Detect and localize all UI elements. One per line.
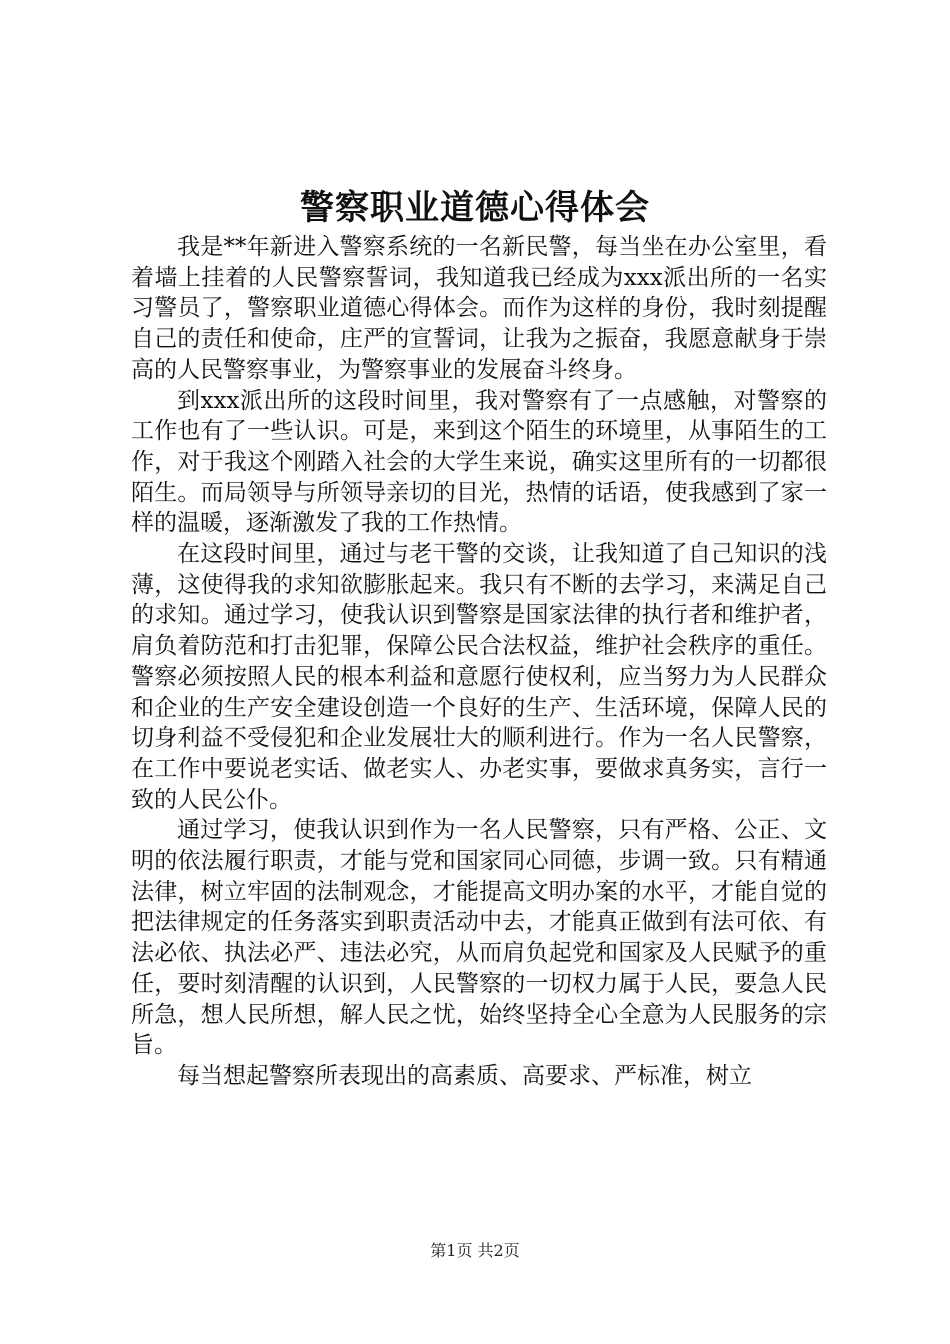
paragraph-3: 在这段时间里，通过与老干警的交谈，让我知道了自己知识的浅薄，这使得我的求知欲膨胀起来。我只有不断的去学习，来满足自己的求知。通过学习，使我认识到警察是国家法律的执行者和维护者，肩负着防范和打击犯罪，保障公民合法权益，维护社会秩序的重任。警察必须按照人民的根本利益和意愿行使权利，应当努力为人民群众和企业的生产安全建设创造一个良好的生产、生活环境，保障人民的切身利益不受侵犯和企业发展壮大的顺利进行。作为一名人民警察，在工作中要说老实话、做老实人、办老实事，要做求真务实，言行一致的人民公仆。: [131, 541, 827, 813]
document-title: 警察职业道德心得体会: [300, 188, 650, 228]
paragraph-1: 我是**年新进入警察系统的一名新民警，每当坐在办公室里，看着墙上挂着的人民警察誓词，我知道我已经成为xxx派出所的一名实习警员了，警察职业道德心得体会。而作为这样的身份，我时刻提醒自己的责任和使命，庄严的宣誓词，让我为之振奋，我愿意献身于崇高的人民警察事业，为警察事业的发展奋斗终身。: [131, 234, 827, 383]
paragraph-4: 通过学习，使我认识到作为一名人民警察，只有严格、公正、文明的依法履行职责，才能与党和国家同心同德，步调一致。只有精通法律，树立牢固的法制观念，才能提高文明办案的水平，才能自觉的把法律规定的任务落实到职责活动中去，才能真正做到有法可依、有法必依、执法必严、违法必究，从而肩负起党和国家及人民赋予的重任，要时刻清醒的认识到，人民警察的一切权力属于人民，要急人民所急，想人民所想，解人民之忧，始终坚持全心全意为人民服务的宗旨。: [131, 817, 827, 1059]
paragraph-5: 每当想起警察所表现出的高素质、高要求、严标准，树立: [177, 1062, 752, 1089]
page-number-footer: 第1页 共2页: [430, 1241, 520, 1260]
paragraph-2: 到xxx派出所的这段时间里，我对警察有了一点感触，对警察的工作也有了一些认识。可是，来到这个陌生的环境里，从事陌生的工作，对于我这个刚踏入社会的大学生来说，确实这里所有的一切都很陌生。而局领导与所领导亲切的目光，热情的话语，使我感到了家一样的温暖，逐渐激发了我的工作热情。: [131, 387, 827, 537]
document-body: [131, 232, 827, 1092]
